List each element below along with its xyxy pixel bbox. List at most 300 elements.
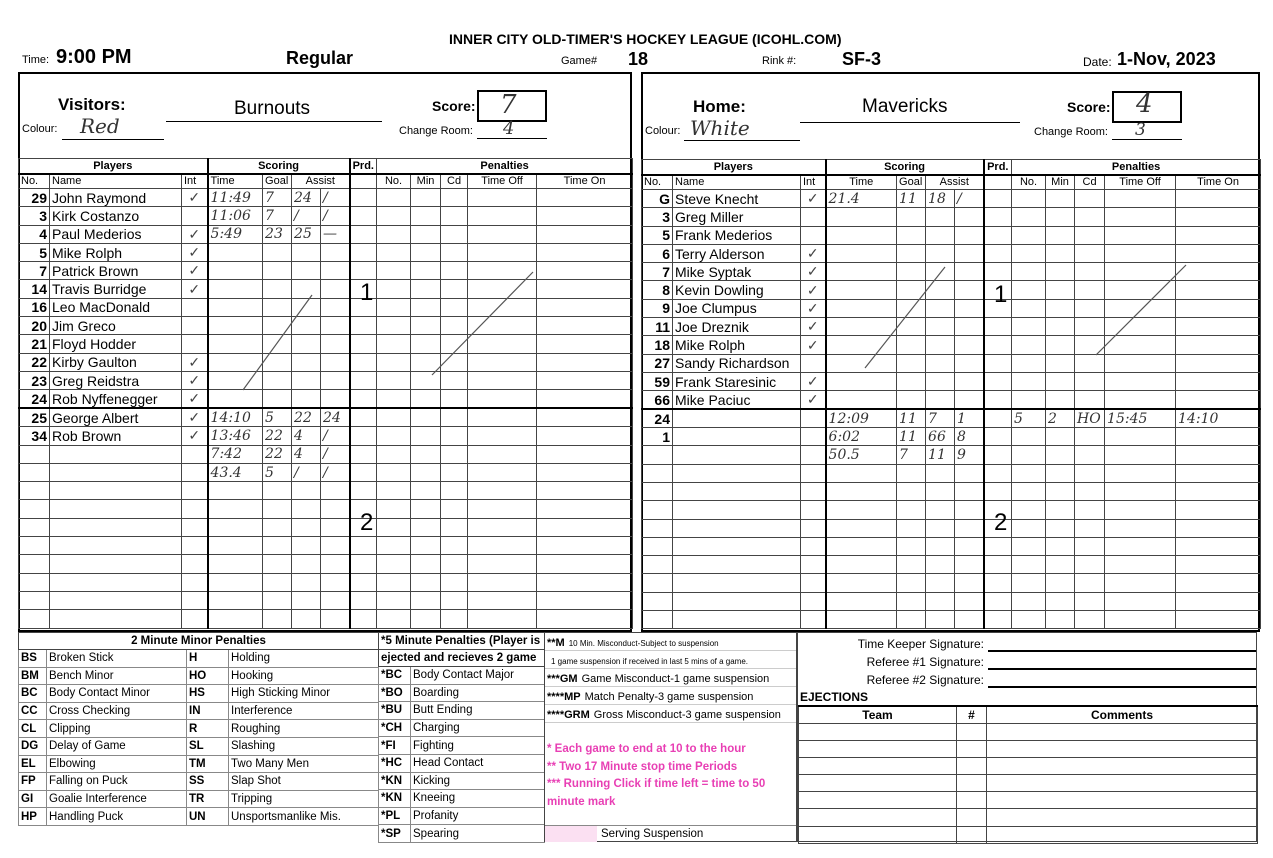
ejection-number[interactable] bbox=[957, 775, 987, 792]
ejection-comment[interactable] bbox=[987, 740, 1258, 757]
h-player-number[interactable]: 11 bbox=[642, 318, 673, 336]
major-code: *HC bbox=[379, 754, 411, 772]
ejection-row bbox=[799, 809, 1258, 826]
visitors-room: 4 bbox=[503, 118, 515, 139]
v-player-number[interactable]: 4 bbox=[19, 225, 50, 243]
h-player-int[interactable]: ✓ bbox=[801, 336, 826, 354]
v-goal-scorer[interactable]: 5 bbox=[263, 408, 292, 427]
visitors-team: Burnouts bbox=[234, 98, 311, 119]
minor-code: DG bbox=[19, 737, 47, 755]
misconduct-row bbox=[545, 705, 796, 723]
v-goal-time[interactable]: 7:42 bbox=[208, 445, 263, 463]
v-goal-scorer[interactable]: 7 bbox=[263, 207, 292, 225]
ejection-row bbox=[799, 775, 1258, 792]
major-penalty-row bbox=[379, 807, 545, 825]
h-scoring-head: Scoring bbox=[826, 160, 984, 175]
v-assist-1[interactable]: 25 bbox=[292, 225, 321, 243]
ejection-row bbox=[799, 826, 1258, 843]
minor-desc: Broken Stick bbox=[47, 650, 187, 668]
ejection-number[interactable] bbox=[957, 809, 987, 826]
misconduct-desc: Match Penalty-3 game suspension bbox=[584, 691, 754, 703]
h-col-min: Min bbox=[1046, 175, 1075, 190]
h-assist-2[interactable]: 8 bbox=[955, 428, 984, 446]
minor-penalties-legend bbox=[18, 632, 379, 826]
h-scoring-strike bbox=[865, 267, 945, 368]
v-assist-2[interactable]: / bbox=[321, 207, 350, 225]
h-player-number[interactable]: 3 bbox=[642, 208, 673, 226]
minor-desc: Unsportsmanlike Mis. bbox=[229, 808, 379, 826]
referee1-label: Referee #1 Signature: bbox=[866, 655, 984, 669]
minor-desc: Slashing bbox=[229, 737, 379, 755]
v-player-number[interactable]: 25 bbox=[19, 408, 50, 427]
major-desc: Boarding bbox=[411, 684, 545, 702]
v-col-time: Time bbox=[208, 174, 263, 189]
major-desc: Kneeing bbox=[411, 790, 545, 808]
h-assist-1[interactable]: 11 bbox=[926, 446, 955, 464]
v-player-int[interactable]: ✓ bbox=[182, 225, 208, 243]
h-goal-time[interactable]: 50.5 bbox=[826, 446, 897, 464]
v-player-number[interactable]: 23 bbox=[19, 371, 50, 389]
ejections-comments-head: Comments bbox=[987, 706, 1258, 723]
h-penalty-number[interactable]: 5 bbox=[1012, 409, 1046, 427]
v-goal-time[interactable]: 11:49 bbox=[208, 189, 263, 207]
misconduct-desc: Gross Misconduct-3 game suspension bbox=[593, 709, 781, 721]
v-player-name[interactable]: Paul Mederios bbox=[50, 225, 182, 243]
v-col-int: Int bbox=[182, 174, 208, 189]
major-code: *BO bbox=[379, 684, 411, 702]
v-assist-1[interactable]: / bbox=[292, 207, 321, 225]
v-goal-scorer[interactable]: 23 bbox=[263, 225, 292, 243]
minor-desc: Interference bbox=[229, 702, 379, 720]
v-assist-1[interactable]: 22 bbox=[292, 408, 321, 427]
minor-code: CC bbox=[19, 702, 47, 720]
v-player-int[interactable]: ✓ bbox=[182, 280, 208, 298]
time-label: Time: bbox=[22, 54, 50, 66]
ejection-row bbox=[799, 723, 1258, 740]
h-player-int[interactable]: ✓ bbox=[801, 318, 826, 336]
v-scoring-head: Scoring bbox=[208, 159, 350, 174]
h-player-int[interactable]: ✓ bbox=[801, 281, 826, 299]
minor-desc: Elbowing bbox=[47, 755, 187, 773]
v-assist-2[interactable]: — bbox=[321, 225, 350, 243]
h-col-pno: No. bbox=[1012, 175, 1046, 190]
v-assist-2[interactable]: / bbox=[321, 427, 350, 445]
v-player-name[interactable]: Kirby Gaulton bbox=[50, 353, 182, 371]
h-player-name[interactable]: Mike Syptak bbox=[673, 263, 801, 281]
v-player-name[interactable]: Travis Burridge bbox=[50, 280, 182, 298]
h-goal-scorer[interactable]: 11 bbox=[897, 409, 926, 427]
minor-code: HP bbox=[19, 808, 47, 826]
major-penalty-row bbox=[379, 719, 545, 737]
h-col-no: No. bbox=[642, 175, 673, 190]
h-assist-1[interactable]: 18 bbox=[926, 190, 955, 208]
v-player-number[interactable]: 20 bbox=[19, 317, 50, 335]
h-col-assist: Assist bbox=[926, 175, 984, 190]
minor-code: BC bbox=[19, 685, 47, 703]
h-player-name[interactable]: Steve Knecht bbox=[673, 190, 801, 208]
v-col-timeoff: Time Off bbox=[468, 174, 537, 189]
ejection-team[interactable] bbox=[799, 792, 957, 809]
v-player-name[interactable]: George Albert bbox=[50, 408, 182, 427]
minor-penalty-row bbox=[19, 790, 379, 808]
v-player-int[interactable]: ✓ bbox=[182, 189, 208, 207]
minor-desc: Handling Puck bbox=[47, 808, 187, 826]
ejections-team-head: Team bbox=[799, 706, 957, 723]
ejection-row bbox=[799, 757, 1258, 774]
v-player-int[interactable]: ✓ bbox=[182, 243, 208, 261]
minor-penalty-row bbox=[19, 667, 379, 685]
minor-desc: Body Contact Minor bbox=[47, 685, 187, 703]
v-player-name[interactable]: John Raymond bbox=[50, 189, 182, 207]
minor-code: BS bbox=[19, 650, 47, 668]
major-desc: Body Contact Major bbox=[411, 667, 545, 685]
visitors-score: 7 bbox=[500, 90, 517, 120]
major-desc: Spearing bbox=[411, 825, 545, 843]
minor-penalty-row bbox=[19, 773, 379, 791]
v-goal-scorer[interactable]: 22 bbox=[263, 445, 292, 463]
v-player-int[interactable]: ✓ bbox=[182, 427, 208, 445]
h-assist-1[interactable]: 66 bbox=[926, 428, 955, 446]
v-assist-1[interactable]: 24 bbox=[292, 189, 321, 207]
ejection-number[interactable] bbox=[957, 826, 987, 843]
game-label: Game# bbox=[561, 55, 598, 67]
h-player-name[interactable]: Joe Clumpus bbox=[673, 299, 801, 317]
h-goal-scorer[interactable]: 7 bbox=[897, 446, 926, 464]
h-player-name[interactable]: Kevin Dowling bbox=[673, 281, 801, 299]
v-player-number[interactable]: 29 bbox=[19, 189, 50, 207]
v-goal-time[interactable]: 43.4 bbox=[208, 463, 263, 481]
v-player-int[interactable]: ✓ bbox=[182, 371, 208, 389]
ejection-number[interactable] bbox=[957, 723, 987, 740]
v-player-name[interactable]: Floyd Hodder bbox=[50, 335, 182, 353]
major-penalty-row bbox=[379, 754, 545, 772]
ejection-comment[interactable] bbox=[987, 826, 1258, 843]
minor-code: R bbox=[187, 720, 229, 738]
v-player-number[interactable]: 5 bbox=[19, 243, 50, 261]
v-assist-2[interactable]: 24 bbox=[321, 408, 350, 427]
h-col-cd: Cd bbox=[1075, 175, 1105, 190]
v-col-pno: No. bbox=[377, 174, 411, 189]
game-type: Regular bbox=[286, 48, 354, 68]
v-player-name[interactable]: Patrick Brown bbox=[50, 262, 182, 280]
minor-code: FP bbox=[19, 773, 47, 791]
home-score-label: Score: bbox=[1067, 99, 1111, 115]
v-assist-1[interactable]: / bbox=[292, 463, 321, 481]
visitors-label: Visitors: bbox=[58, 95, 126, 114]
h-player-number[interactable]: 59 bbox=[642, 372, 673, 390]
visitors-room-label: Change Room: bbox=[399, 125, 473, 137]
home-score: 4 bbox=[1136, 89, 1153, 119]
home-label: Home: bbox=[693, 97, 746, 116]
visitors-colour-label: Colour: bbox=[22, 123, 58, 135]
v-goal-scorer[interactable]: 5 bbox=[263, 463, 292, 481]
h-col-int: Int bbox=[801, 175, 826, 190]
ejection-team[interactable] bbox=[799, 723, 957, 740]
h-player-int[interactable]: ✓ bbox=[801, 190, 826, 208]
minor-code: EL bbox=[19, 755, 47, 773]
v-goal-time[interactable]: 11:06 bbox=[208, 207, 263, 225]
major-desc: Profanity bbox=[411, 807, 545, 825]
v-goal-scorer[interactable]: 22 bbox=[263, 427, 292, 445]
signatures-box bbox=[797, 632, 1257, 842]
minor-code: HS bbox=[187, 685, 229, 703]
v-player-number[interactable]: 21 bbox=[19, 335, 50, 353]
v-player-int[interactable]: ✓ bbox=[182, 353, 208, 371]
v-col-no: No. bbox=[19, 174, 50, 189]
major-code: *SP bbox=[379, 825, 411, 843]
major-penalty-row bbox=[379, 772, 545, 790]
h-player-int[interactable]: ✓ bbox=[801, 372, 826, 390]
v-player-name[interactable]: Rob Nyffenegger bbox=[50, 390, 182, 409]
h-col-timeon: Time On bbox=[1176, 175, 1261, 190]
minor-desc: Holding bbox=[229, 650, 379, 668]
v-col-assist: Assist bbox=[292, 174, 350, 189]
v-col-name: Name bbox=[50, 174, 182, 189]
h-player-number[interactable]: 5 bbox=[642, 226, 673, 244]
h-player-name[interactable]: Joe Dreznik bbox=[673, 318, 801, 336]
h-player-int[interactable]: ✓ bbox=[801, 299, 826, 317]
v-scoring-strike bbox=[243, 295, 312, 390]
h-player-number[interactable]: 27 bbox=[642, 354, 673, 372]
v-player-name[interactable]: Greg Reidstra bbox=[50, 371, 182, 389]
minor-penalty-row bbox=[19, 702, 379, 720]
minor-code: UN bbox=[187, 808, 229, 826]
h-player-name[interactable]: Frank Staresinic bbox=[673, 372, 801, 390]
minor-code: BM bbox=[19, 667, 47, 685]
ejection-row bbox=[799, 792, 1258, 809]
misconduct-code: **M bbox=[547, 637, 565, 649]
h-player-number[interactable]: 18 bbox=[642, 336, 673, 354]
v-goal-scorer[interactable]: 7 bbox=[263, 189, 292, 207]
major-code: *BU bbox=[379, 702, 411, 720]
v-goal-time[interactable]: 13:46 bbox=[208, 427, 263, 445]
misconduct-desc: 10 Min. Misconduct-Subject to suspension bbox=[568, 639, 719, 648]
h-player-name[interactable]: Mike Rolph bbox=[673, 336, 801, 354]
h-player-number[interactable]: 1 bbox=[642, 428, 673, 446]
h-col-time: Time bbox=[826, 175, 897, 190]
v-col-goal: Goal bbox=[263, 174, 292, 189]
minor-penalty-row bbox=[19, 755, 379, 773]
h-player-int[interactable]: ✓ bbox=[801, 391, 826, 410]
v-player-number[interactable]: 22 bbox=[19, 353, 50, 371]
major-title-1: *5 Minute Penalties (Player is bbox=[379, 633, 545, 650]
v-player-name[interactable]: Mike Rolph bbox=[50, 243, 182, 261]
h-player-number[interactable]: 24 bbox=[642, 409, 673, 427]
minor-desc: Bench Minor bbox=[47, 667, 187, 685]
major-desc: Fighting bbox=[411, 737, 545, 755]
misconduct-row bbox=[545, 633, 796, 651]
ejection-team[interactable] bbox=[799, 809, 957, 826]
minor-code: H bbox=[187, 650, 229, 668]
ejection-team[interactable] bbox=[799, 757, 957, 774]
minor-desc: Roughing bbox=[229, 720, 379, 738]
v-col-min: Min bbox=[411, 174, 441, 189]
v-player-int[interactable]: ✓ bbox=[182, 408, 208, 427]
v-player-int[interactable]: ✓ bbox=[182, 262, 208, 280]
ejection-team[interactable] bbox=[799, 740, 957, 757]
ejection-comment[interactable] bbox=[987, 809, 1258, 826]
minor-title: 2 Minute Minor Penalties bbox=[19, 633, 379, 650]
h-player-name[interactable]: Terry Alderson bbox=[673, 244, 801, 262]
timekeeper-label: Time Keeper Signature: bbox=[857, 637, 984, 651]
ejection-comment[interactable] bbox=[987, 757, 1258, 774]
v-goal-time[interactable]: 5:49 bbox=[208, 225, 263, 243]
h-col-timeoff: Time Off bbox=[1105, 175, 1176, 190]
v-player-name[interactable]: Rob Brown bbox=[50, 427, 182, 445]
major-penalty-row bbox=[379, 825, 545, 843]
h-player-int[interactable]: ✓ bbox=[801, 263, 826, 281]
v-player-number[interactable]: 14 bbox=[19, 280, 50, 298]
v-player-number[interactable]: 34 bbox=[19, 427, 50, 445]
h-goal-time[interactable]: 21.4 bbox=[826, 190, 897, 208]
ejections-title: EJECTIONS bbox=[800, 690, 869, 704]
v-assist-2[interactable]: / bbox=[321, 189, 350, 207]
h-player-number[interactable]: 9 bbox=[642, 299, 673, 317]
h-penalty-time-on[interactable]: 14:10 bbox=[1176, 409, 1261, 427]
v-players-head: Players bbox=[19, 159, 208, 174]
h-prd-head: Prd. bbox=[984, 160, 1012, 175]
note-3: *** Running Click if time left = time to 50 bbox=[547, 778, 766, 791]
home-colour: White bbox=[690, 116, 750, 140]
minor-desc: Delay of Game bbox=[47, 737, 187, 755]
minor-penalty-row bbox=[19, 720, 379, 738]
ejection-comment[interactable] bbox=[987, 723, 1258, 740]
minor-penalty-row bbox=[19, 650, 379, 668]
ejection-number[interactable] bbox=[957, 792, 987, 809]
misconduct-row bbox=[545, 669, 796, 687]
timekeeper-line[interactable] bbox=[988, 650, 1256, 652]
major-penalty-row bbox=[379, 790, 545, 808]
minor-code: SL bbox=[187, 737, 229, 755]
major-desc: Butt Ending bbox=[411, 702, 545, 720]
ejection-team[interactable] bbox=[799, 775, 957, 792]
ejections-number-head: # bbox=[957, 706, 987, 723]
ejection-comment[interactable] bbox=[987, 775, 1258, 792]
h-assist-2[interactable]: 1 bbox=[955, 409, 984, 427]
note-2: ** Two 17 Minute stop time Periods bbox=[547, 760, 738, 773]
serving-row bbox=[545, 825, 796, 842]
v-player-name[interactable]: Leo MacDonald bbox=[50, 298, 182, 316]
major-desc: Head Contact bbox=[411, 754, 545, 772]
h-player-number[interactable]: 6 bbox=[642, 244, 673, 262]
v-player-number[interactable]: 24 bbox=[19, 390, 50, 409]
home-room-label: Change Room: bbox=[1034, 126, 1108, 138]
ejection-number[interactable] bbox=[957, 740, 987, 757]
v-assist-2[interactable]: / bbox=[321, 445, 350, 463]
h-player-name[interactable]: Greg Miller bbox=[673, 208, 801, 226]
h-goal-scorer[interactable]: 11 bbox=[897, 190, 926, 208]
major-desc: Kicking bbox=[411, 772, 545, 790]
v-assist-1[interactable]: 4 bbox=[292, 445, 321, 463]
rink-value: SF-3 bbox=[842, 49, 882, 69]
ejection-comment[interactable] bbox=[987, 792, 1258, 809]
h-col-name: Name bbox=[673, 175, 801, 190]
minor-desc: Hooking bbox=[229, 667, 379, 685]
minor-desc: Two Many Men bbox=[229, 755, 379, 773]
h-player-name[interactable]: Sandy Richardson bbox=[673, 354, 801, 372]
h-goal-time[interactable]: 6:02 bbox=[826, 428, 897, 446]
h-penalty-code[interactable]: HO bbox=[1075, 409, 1105, 427]
v-player-name[interactable]: Kirk Costanzo bbox=[50, 207, 182, 225]
home-colour-label: Colour: bbox=[645, 125, 681, 137]
misconduct-row bbox=[545, 651, 796, 669]
major-penalties-legend bbox=[378, 632, 545, 843]
h-penalty-time-off[interactable]: 15:45 bbox=[1105, 409, 1176, 427]
minor-desc: Goalie Interference bbox=[47, 790, 187, 808]
v-assist-2[interactable]: / bbox=[321, 463, 350, 481]
ejection-row bbox=[799, 740, 1258, 757]
minor-penalty-row bbox=[19, 685, 379, 703]
minor-penalty-row bbox=[19, 808, 379, 826]
h-goal-scorer[interactable]: 11 bbox=[897, 428, 926, 446]
v-player-number[interactable]: 16 bbox=[19, 298, 50, 316]
major-desc: Charging bbox=[411, 719, 545, 737]
visitors-colour: Red bbox=[80, 114, 120, 138]
v-player-name[interactable]: Jim Greco bbox=[50, 317, 182, 335]
note-4: minute mark bbox=[547, 795, 616, 808]
minor-code: GI bbox=[19, 790, 47, 808]
h-player-number[interactable]: 8 bbox=[642, 281, 673, 299]
ejection-team[interactable] bbox=[799, 826, 957, 843]
h-penalties-head: Penalties bbox=[1012, 160, 1261, 175]
v-player-number[interactable]: 3 bbox=[19, 207, 50, 225]
minor-code: IN bbox=[187, 702, 229, 720]
referee2-line[interactable] bbox=[988, 686, 1256, 688]
h-penalty-strike bbox=[1096, 265, 1186, 355]
h-period-1: 1 bbox=[994, 281, 1008, 308]
h-players-head: Players bbox=[642, 160, 826, 175]
h-player-number[interactable]: 66 bbox=[642, 391, 673, 410]
h-player-int[interactable]: ✓ bbox=[801, 244, 826, 262]
h-assist-1[interactable]: 7 bbox=[926, 409, 955, 427]
h-player-name[interactable]: Frank Mederios bbox=[673, 226, 801, 244]
v-player-int[interactable]: ✓ bbox=[182, 390, 208, 409]
h-goal-time[interactable]: 12:09 bbox=[826, 409, 897, 427]
h-player-number[interactable]: 7 bbox=[642, 263, 673, 281]
h-penalty-min[interactable]: 2 bbox=[1046, 409, 1075, 427]
serving-label: Serving Suspension bbox=[601, 828, 704, 840]
v-penalties-head: Penalties bbox=[377, 159, 633, 174]
ejection-number[interactable] bbox=[957, 757, 987, 774]
v-prd-head: Prd. bbox=[350, 159, 377, 174]
serving-swatch bbox=[545, 826, 597, 842]
h-player-number[interactable]: G bbox=[642, 190, 673, 208]
major-title-2: ejected and recieves 2 game bbox=[379, 650, 545, 667]
game-number: 18 bbox=[628, 49, 649, 69]
v-player-number[interactable]: 7 bbox=[19, 262, 50, 280]
misconduct-code: ****GRM bbox=[547, 709, 590, 721]
visitors-score-label: Score: bbox=[432, 98, 476, 114]
rink-label: Rink #: bbox=[762, 55, 797, 67]
v-goal-time[interactable]: 14:10 bbox=[208, 408, 263, 427]
h-assist-2[interactable]: / bbox=[955, 190, 984, 208]
major-penalty-row bbox=[379, 684, 545, 702]
game-date: 1-Nov, 2023 bbox=[1117, 49, 1216, 69]
minor-code: SS bbox=[187, 773, 229, 791]
minor-desc: Slap Shot bbox=[229, 773, 379, 791]
v-assist-1[interactable]: 4 bbox=[292, 427, 321, 445]
minor-desc: Clipping bbox=[47, 720, 187, 738]
referee1-line[interactable] bbox=[988, 668, 1256, 670]
major-code: *KN bbox=[379, 772, 411, 790]
misconduct-box bbox=[544, 632, 797, 842]
minor-code: TR bbox=[187, 790, 229, 808]
minor-penalty-row bbox=[19, 737, 379, 755]
h-player-name[interactable]: Mike Paciuc bbox=[673, 391, 801, 410]
h-assist-2[interactable]: 9 bbox=[955, 446, 984, 464]
minor-code: HO bbox=[187, 667, 229, 685]
minor-code: TM bbox=[187, 755, 229, 773]
